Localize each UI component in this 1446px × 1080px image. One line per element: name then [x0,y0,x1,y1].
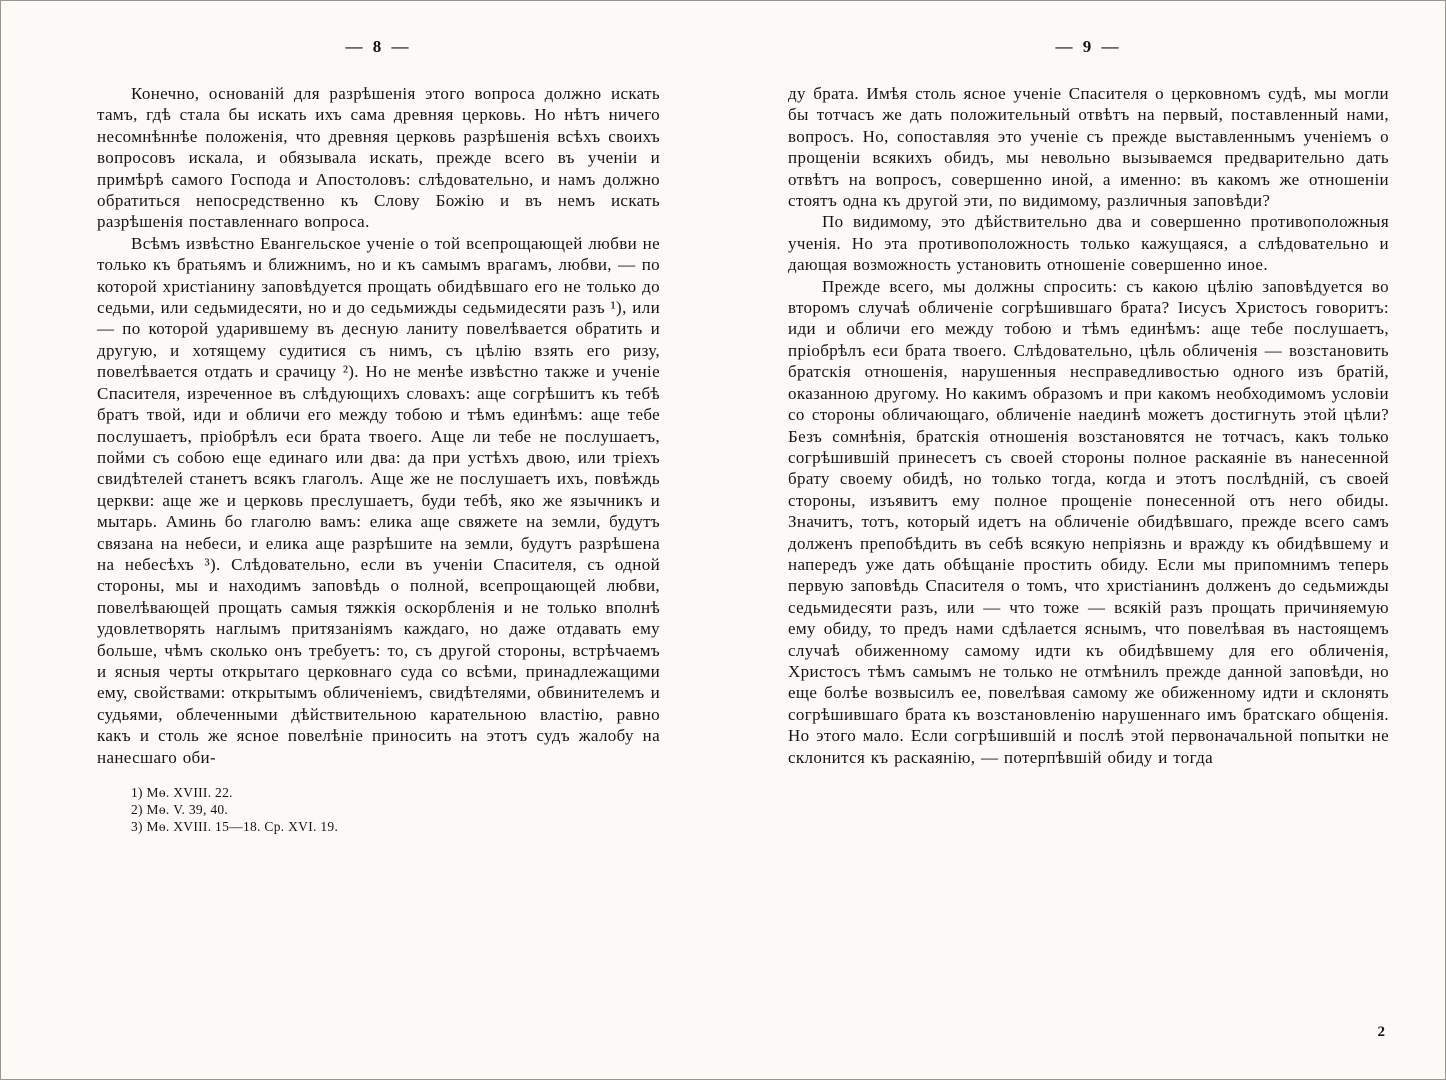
sheet-signature: 2 [1377,1024,1385,1040]
footnote-1: 1) Мѳ. XVIII. 22. [131,785,233,800]
page-9 [722,1,1445,1079]
page-9-number: — 9 — [1055,37,1122,56]
footnote-2: 2) Мѳ. V. 39, 40. [131,802,229,817]
page-8-paragraph-2: Всѣмъ извѣстно Евангельское ученіе о той всепрощающей любви не только къ братьямъ и ближнимъ, но и къ самымъ врагамъ, любви, — по которой христіанину заповѣдуется прощать обидѣвшаго его не только до седьми, или седьмидесяти, но и до седьмижды седьмидесяти разъ ¹), или — по которой ударившему въ десную ланиту повелѣвается обратить и другую, и хотящему судитися съ нимъ, съ цѣлію взять его ризу, повелѣвается отдать и срачицу ²). Но не менѣе извѣстно также и ученіе Спасителя, изреченное въ слѣдующихъ словахъ: аще согрѣшитъ къ тебѣ братъ твой, иди и обличи его между тобою и тѣмъ единѣмъ: аще тебе послушаетъ, пріобрѣлъ еси брата твоего. Аще ли тебе не послушаетъ, пойми съ собою еще единаго или два: да при устѣхъ двою, или тріехъ свидѣтелей станетъ всякъ глаголъ. Аще же не послушаетъ ихъ, повѣждь церкви: аще же и церковь преслушаетъ, буди тебѣ, яко же язычникъ и мытарь. Аминь бо глаголю вамъ: елика аще свяжете на земли, будутъ связана на небеси, и елика аще разрѣшите на земли, будутъ разрѣшена на небесѣхъ ³). Слѣдовательно, если въ ученіи Спасителя, съ одной стороны, мы и находимъ заповѣдь о полной, всепрощающей любви, повелѣвающей прощать самыя тяжкія оскорбленія и не только вполнѣ удовлетворять наглымъ притязаніямъ каждаго, но даже отдавать ему больше, чѣмъ сколько онъ требуетъ: то, съ другой стороны, встрѣчаемъ и ясныя черты открытаго церковнаго суда со всѣми, принадлежащими ему, свойствами: открытымъ обличеніемъ, свидѣтелями, обвинителемъ и судьями, облеченными дѣйствительною карательною властію, равно какъ и столь же ясное повелѣніе приносить на этотъ судъ жалобу на нанесшаго оби- [97,233,661,767]
page-9-paragraph-3: Прежде всего, мы должны спросить: съ какою цѣлію заповѣдуется во второмъ случаѣ обличеніе согрѣшившаго брата? Іисусъ Христосъ говоритъ: иди и обличи его между тобою и тѣмъ единѣмъ: аще тебе послушаетъ, пріобрѣлъ еси брата твоего. Слѣдовательно, цѣль обличенія — возстановить братскія отношенія, нарушенныя несправедливостью одного изъ братій, оказанною другому. Но какимъ образомъ и при какомъ необходимомъ условіи со стороны обличающаго, обличеніе наединѣ можетъ достигнуть этой цѣли? Безъ сомнѣнія, братскія отношенія возстановятся не тотчасъ, какъ только согрѣшившій принесетъ съ своей стороны полное раскаяніе въ нанесенной брату своему обидѣ, но только тогда, когда и этотъ послѣдній, съ своей стороны, изъявитъ ему полное прощеніе понесенной отъ него обиды. Значитъ, тотъ, который идетъ на обличеніе обидѣвшаго, прежде всего самъ долженъ препобѣдить въ себѣ всякую непріязнь и вражду къ обидѣвшему и напередъ уже дать обѣщаніе простить обиду. Если мы припомнимъ теперь первую заповѣдь Спасителя о томъ, что христіанинъ долженъ до седьмижды седьмидесяти разъ, или — что тоже — всякій разъ прощать причиняемую ему обиду, то предъ нами сдѣлается яснымъ, что повелѣвая въ настоящемъ случаѣ обиженному самому идти къ обидѣвшему для его обличенія, Христосъ тѣмъ самымъ не только не отмѣнилъ прежде данной заповѣди, но еще болѣе возвысилъ ее, повелѣвая самому же обиженному идти и склонять согрѣшившаго брата къ возстановленію нарушеннаго имъ братскаго общенія. Но этого мало. Если согрѣшившій и послѣ этой первоначальной попытки не склонится къ раскаянію, — потерпѣвшій обиду и тогда [788,276,1389,767]
page-8-number: — 8 — [345,37,412,56]
page-9-paragraph-2: По видимому, это дѣйствительно два и совершенно противоположныя ученія. Но эта противоположность только кажущаяся, а слѣдовательно и дающая возможность установить отношеніе совершенно иное. [788,212,1389,275]
page-9-paragraph-1-continuation: ду брата. Имѣя столь ясное ученіе Спасителя о церковномъ судѣ, мы могли бы тотчасъ же дать положительный отвѣтъ на первый, поставленный нами, вопросъ. Но, сопоставляя это ученіе съ прежде выставленнымъ ученіемъ о прощеніи всякихъ обидъ, мы невольно вызываемся предварительно дать отвѣтъ на вопросъ, совершенно иной, а именно: въ какомъ же отношеніи стоятъ одна къ другой эти, по видимому, различныя заповѣди? [788,84,1389,211]
page-8-footnotes [97,784,660,835]
page-8 [1,1,722,1079]
footnote-3: 3) Мѳ. XVIII. 15—18. Ср. XVI. 19. [131,819,339,834]
page-8-paragraph-1: Конечно, основаній для разрѣшенія этого вопроса должно искать тамъ, гдѣ стала бы искать ихъ сама древняя церковь. Но нѣтъ ничего несомнѣннѣе положенія, что древняя церковь разрѣшенія всѣхъ своихъ вопросовъ искала, и обязывала искать, прежде всего въ ученіи и примѣрѣ самого Господа и Апостоловъ: слѣдовательно, и намъ должно обратиться непосредственно къ Слову Божію и въ немъ искать разрѣшенія поставленнаго вопроса. [97,84,661,232]
